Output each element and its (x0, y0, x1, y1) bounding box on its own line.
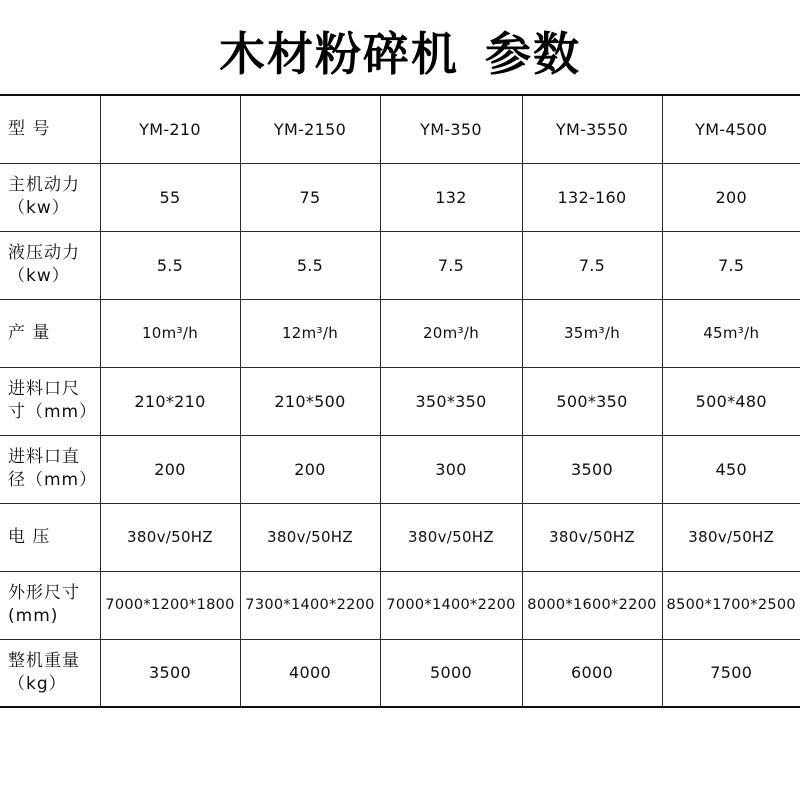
table-row (0, 435, 800, 503)
cell-hydraulic-power-1: 5.5 (100, 231, 240, 299)
table-row (0, 503, 800, 571)
cell-voltage-3: 380v/50HZ (380, 503, 522, 571)
cell-dimensions-4: 8000*1600*2200 (522, 571, 662, 639)
cell-inlet-diameter-5: 450 (662, 435, 800, 503)
cell-inlet-size-4: 500*350 (522, 367, 662, 435)
cell-inlet-diameter-2: 200 (240, 435, 380, 503)
cell-capacity-5: 45m³/h (662, 299, 800, 367)
table-row (0, 639, 800, 707)
cell-main-power-5: 200 (662, 163, 800, 231)
cell-voltage-5: 380v/50HZ (662, 503, 800, 571)
cell-weight-2: 4000 (240, 639, 380, 707)
cell-main-power-2: 75 (240, 163, 380, 231)
cell-hydraulic-power-5: 7.5 (662, 231, 800, 299)
cell-voltage-1: 380v/50HZ (100, 503, 240, 571)
cell-hydraulic-power-3: 7.5 (380, 231, 522, 299)
cell-main-power-1: 55 (100, 163, 240, 231)
cell-hydraulic-power-2: 5.5 (240, 231, 380, 299)
row-header-hydraulic-power: 液压动力 （kw） (0, 231, 100, 299)
row-header-capacity: 产 量 (0, 299, 100, 367)
cell-capacity-1: 10m³/h (100, 299, 240, 367)
cell-capacity-4: 35m³/h (522, 299, 662, 367)
table-row (0, 299, 800, 367)
cell-hydraulic-power-4: 7.5 (522, 231, 662, 299)
specification-table (0, 94, 800, 708)
cell-main-power-4: 132-160 (522, 163, 662, 231)
cell-model-3: YM-350 (380, 95, 522, 163)
cell-model-1: YM-210 (100, 95, 240, 163)
cell-weight-3: 5000 (380, 639, 522, 707)
cell-voltage-2: 380v/50HZ (240, 503, 380, 571)
table-row (0, 163, 800, 231)
table-row (0, 367, 800, 435)
cell-capacity-3: 20m³/h (380, 299, 522, 367)
cell-weight-4: 6000 (522, 639, 662, 707)
cell-inlet-diameter-1: 200 (100, 435, 240, 503)
cell-dimensions-2: 7300*1400*2200 (240, 571, 380, 639)
cell-voltage-4: 380v/50HZ (522, 503, 662, 571)
table-row (0, 571, 800, 639)
row-header-inlet-diameter: 进料口直 径（mm） (0, 435, 100, 503)
cell-dimensions-5: 8500*1700*2500 (662, 571, 800, 639)
table-row (0, 95, 800, 163)
cell-inlet-size-5: 500*480 (662, 367, 800, 435)
page-title-sub: 参数 (485, 27, 581, 81)
cell-model-5: YM-4500 (662, 95, 800, 163)
cell-main-power-3: 132 (380, 163, 522, 231)
row-header-weight: 整机重量 （kg） (0, 639, 100, 707)
cell-dimensions-3: 7000*1400*2200 (380, 571, 522, 639)
row-header-inlet-size: 进料口尺 寸（mm） (0, 367, 100, 435)
cell-weight-5: 7500 (662, 639, 800, 707)
cell-dimensions-1: 7000*1200*1800 (100, 571, 240, 639)
cell-weight-1: 3500 (100, 639, 240, 707)
row-header-dimensions: 外形尺寸 (mm) (0, 571, 100, 639)
cell-inlet-size-1: 210*210 (100, 367, 240, 435)
table-row (0, 231, 800, 299)
cell-capacity-2: 12m³/h (240, 299, 380, 367)
row-header-main-power: 主机动力 （kw） (0, 163, 100, 231)
cell-inlet-diameter-4: 3500 (522, 435, 662, 503)
row-header-voltage: 电 压 (0, 503, 100, 571)
cell-model-4: YM-3550 (522, 95, 662, 163)
page-title-main: 木材粉碎机 (219, 27, 459, 81)
cell-inlet-diameter-3: 300 (380, 435, 522, 503)
cell-inlet-size-3: 350*350 (380, 367, 522, 435)
cell-inlet-size-2: 210*500 (240, 367, 380, 435)
page-title (0, 0, 800, 94)
cell-model-2: YM-2150 (240, 95, 380, 163)
row-header-model: 型 号 (0, 95, 100, 163)
